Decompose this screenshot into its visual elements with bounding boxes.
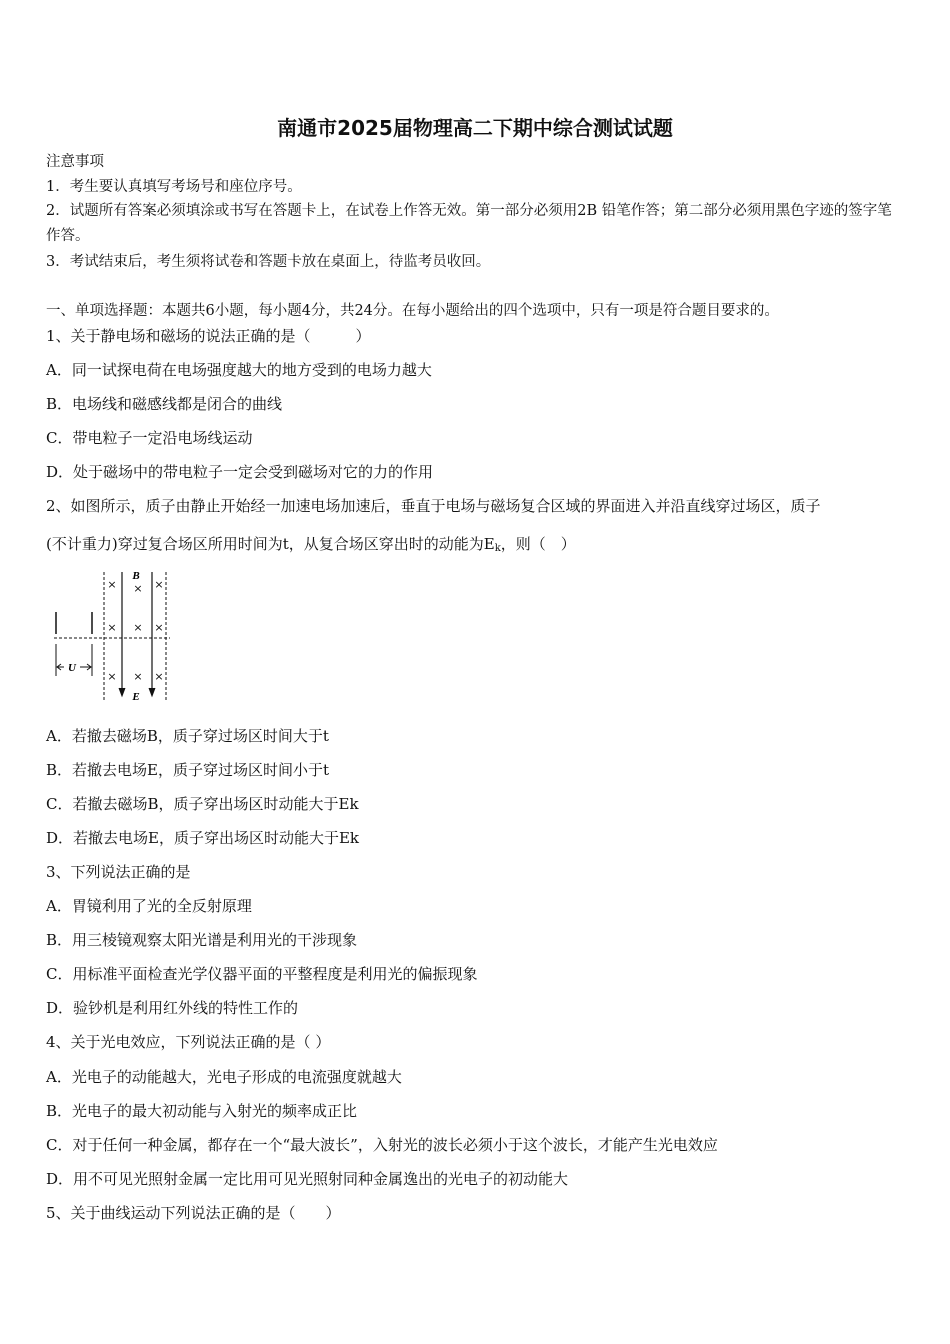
- e-field-arrow-2: [149, 688, 155, 696]
- magnetic-crosses: [107, 578, 163, 683]
- b-cross: ×: [107, 670, 117, 683]
- q3-option-c: C．用标准平面检查光学仪器平面的平整程度是利用光的偏振现象: [46, 965, 478, 983]
- q3-option-b: B．用三棱镜观察太阳光谱是利用光的干涉现象: [46, 931, 358, 949]
- b-cross: ×: [154, 670, 164, 683]
- q2-stem-line1: 2、如图所示，质子由静止开始经一加速电场加速后，垂直于电场与磁场复合区域的界面进入并沿直线穿过场区，质子: [46, 497, 821, 515]
- q3-option-d: D．验钞机是利用红外线的特性工作的: [46, 999, 299, 1017]
- q4-option-c: C．对于任何一种金属，都存在一个“最大波长”，入射光的波长必须小于这个波长，才能产生光电效应: [46, 1136, 718, 1154]
- b-cross: ×: [154, 578, 164, 591]
- q1-option-c: C．带电粒子一定沿电场线运动: [46, 429, 253, 447]
- q1-stem: 1、关于静电场和磁场的说法正确的是（ ）: [46, 327, 371, 345]
- b-cross: ×: [107, 621, 117, 634]
- q1-option-d: D．处于磁场中的带电粒子一定会受到磁场对它的力的作用: [46, 463, 434, 481]
- notice-item-2: 2．试题所有答案必须填涂或书写在答题卡上，在试卷上作答无效。第一部分必须用2B 铅笔作答；第二部分必须用黑色字迹的签字笔作答。: [46, 203, 892, 244]
- label-e: E: [132, 691, 140, 703]
- b-cross: ×: [107, 578, 117, 591]
- notice-item-3: 3．考试结束后，考生须将试卷和答题卡放在桌面上，待监考员收回。: [46, 254, 491, 270]
- q4-option-d: D．用不可见光照射金属一定比用可见光照射同种金属逸出的光电子的初动能大: [46, 1170, 569, 1188]
- q4-option-b: B．光电子的最大初动能与入射光的频率成正比: [46, 1102, 358, 1120]
- q2-stem-line2: [46, 534, 576, 559]
- b-cross: ×: [154, 621, 164, 634]
- q3-stem: 3、下列说法正确的是: [46, 863, 191, 881]
- notice-item-1: 1．考生要认真填写考场号和座位序号。: [46, 179, 302, 195]
- b-cross: ×: [133, 582, 143, 595]
- q5-stem: 5、关于曲线运动下列说法正确的是（ ）: [46, 1204, 341, 1222]
- b-cross: ×: [133, 621, 143, 634]
- q4-option-a: A．光电子的动能越大，光电子形成的电流强度就越大: [46, 1068, 402, 1086]
- page-title: 南通市2025届物理高二下期中综合测试试题: [277, 116, 673, 140]
- q2-option-d: D．若撤去电场E，质子穿出场区时动能大于Ek: [46, 829, 360, 847]
- q2-option-a: A．若撤去磁场B，质子穿过场区时间大于t: [46, 727, 329, 745]
- e-field-arrow-1: [119, 688, 125, 696]
- q1-option-a: A．同一试探电荷在电场强度越大的地方受到的电场力越大: [46, 361, 432, 379]
- q2-stem-line2-b: ，则（ ）: [500, 535, 576, 553]
- q1-option-b: B．电场线和磁感线都是闭合的曲线: [46, 395, 283, 413]
- q2-stem-line2-sub: k: [494, 543, 501, 554]
- label-u: U: [68, 662, 76, 674]
- field-diagram: [52, 568, 177, 703]
- q2-stem-line2-a: (不计重力)穿过复合场区所用时间为t，从复合场区穿出时的动能为E: [46, 535, 495, 553]
- q4-stem: 4、关于光电效应，下列说法正确的是（ ）: [46, 1033, 331, 1051]
- section-heading: 一、单项选择题：本题共6小题，每小题4分，共24分。在每小题给出的四个选项中，只有一项是符合题目要求的。: [46, 303, 779, 319]
- q2-option-c: C．若撤去磁场B，质子穿出场区时动能大于Ek: [46, 795, 359, 813]
- b-cross: ×: [133, 670, 143, 683]
- notice-heading: 注意事项: [46, 154, 104, 170]
- q2-option-b: B．若撤去电场E，质子穿过场区时间小于t: [46, 761, 330, 779]
- label-b: B: [132, 570, 140, 582]
- q3-option-a: A．胃镜利用了光的全反射原理: [46, 897, 252, 915]
